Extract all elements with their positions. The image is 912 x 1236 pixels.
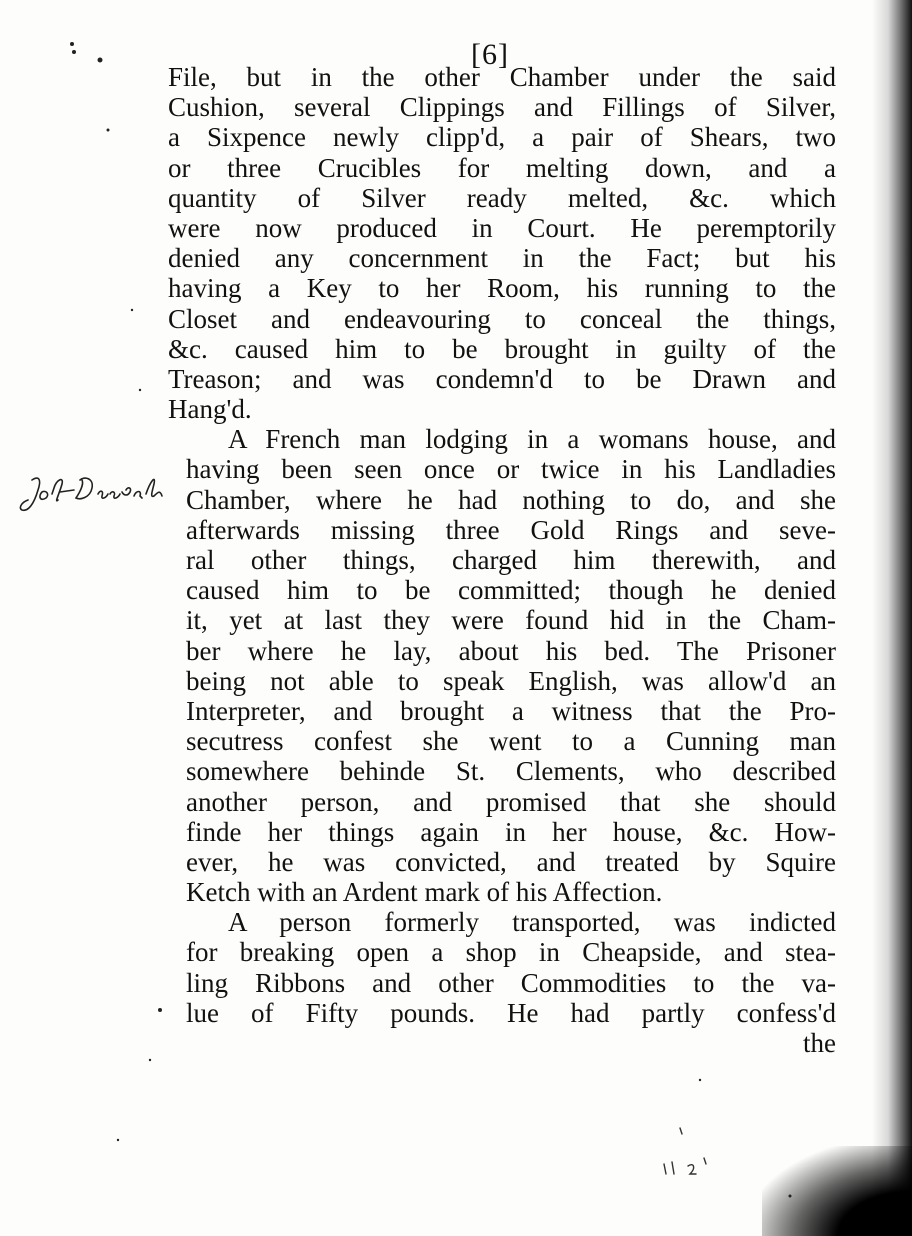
text-line: A French man lodging in a womans house, and bbox=[228, 424, 836, 455]
text-line: ling Ribbons and other Commodities to the va- bbox=[186, 967, 836, 998]
text-line: A person formerly transported, was indicted bbox=[228, 907, 836, 938]
text-line: quantity of Silver ready melted, &c. which bbox=[168, 182, 836, 213]
text-line: or three Crucibles for melting down, and a bbox=[168, 152, 836, 183]
text-line: Cushion, several Clippings and Fillings of Silver, bbox=[168, 92, 836, 123]
text-line: being not able to speak English, was allow'd an bbox=[186, 665, 836, 696]
text-line: lue of Fifty pounds. He had partly confess'd bbox=[186, 997, 836, 1028]
text-line: Interpreter, and brought a witness that the Pro- bbox=[186, 695, 836, 726]
text-line: Ketch with an Ardent mark of his Affection. bbox=[186, 877, 663, 908]
text-line: Hang'd. bbox=[168, 394, 252, 425]
text-line: File, but in the other Chamber under the said bbox=[168, 62, 836, 92]
text-line: ber where he lay, about his bed. The Prisoner bbox=[186, 635, 836, 666]
text-line: another person, and promised that she should bbox=[186, 786, 836, 817]
text-line: Closet and endeavouring to conceal the things, bbox=[168, 303, 836, 334]
text-line: having a Key to her Room, his running to the bbox=[168, 273, 836, 304]
handwritten-margin-note bbox=[18, 470, 188, 520]
text-line: a Sixpence newly clipp'd, a pair of Shears, two bbox=[168, 122, 836, 153]
text-line: Treason; and was condemn'd to be Drawn and bbox=[168, 363, 836, 394]
text-line: caused him to be committed; though he denied bbox=[186, 575, 836, 606]
text-line: somewhere behinde St. Clements, who described bbox=[186, 756, 836, 787]
text-line: for breaking open a shop in Cheapside, and stea- bbox=[186, 937, 836, 968]
text-line: it, yet at last they were found hid in the Cham- bbox=[186, 605, 836, 636]
text-line: Chamber, where he had nothing to do, and she bbox=[186, 484, 836, 515]
text-line: denied any concernment in the Fact; but his bbox=[168, 243, 836, 274]
text-line: secutress confest she went to a Cunning man bbox=[186, 726, 836, 757]
text-line: afterwards missing three Gold Rings and seve- bbox=[186, 514, 836, 545]
page-number: [6] bbox=[471, 38, 509, 71]
text-line: &c. caused him to be brought in guilty of the bbox=[168, 333, 836, 364]
text-line: were now produced in Court. He peremptorily bbox=[168, 212, 836, 243]
body-text bbox=[168, 62, 836, 1058]
text-line: ever, he was convicted, and treated by Squire bbox=[186, 846, 836, 877]
text-line: the bbox=[803, 1028, 836, 1058]
text-line: finde her things again in her house, &c. How- bbox=[186, 816, 836, 847]
ink-marks bbox=[660, 1120, 780, 1180]
text-line: having been seen once or twice in his Landladies bbox=[186, 454, 836, 485]
text-line: ral other things, charged him therewith, and bbox=[186, 545, 836, 575]
